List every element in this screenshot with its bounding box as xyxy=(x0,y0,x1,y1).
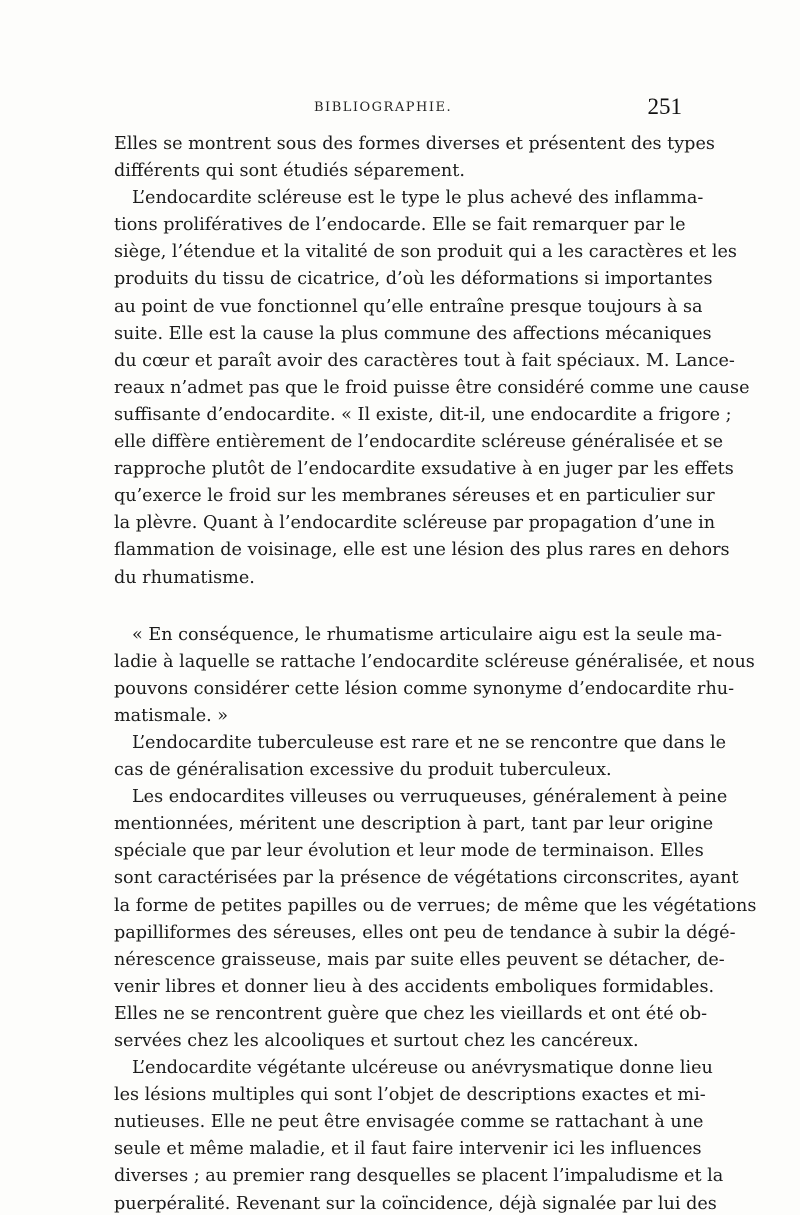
text-line: nérescence graisseuse, mais par suite elles peuvent se détacher, de- xyxy=(114,949,725,970)
page-header xyxy=(114,94,684,124)
text-line: différents qui sont étudiés séparement. xyxy=(114,161,465,182)
text-line: spéciale que par leur évolution et leur mode de terminaison. Elles xyxy=(114,841,704,862)
text-line: « En conséquence, le rhumatisme articulaire aigu est la seule ma- xyxy=(132,624,722,645)
text-line: mentionnées, méritent une description à part, tant par leur origine xyxy=(114,814,714,835)
text-line: tions prolifératives de l’endocarde. Elle se fait remarquer par le xyxy=(114,215,686,236)
page-number: 251 xyxy=(647,94,682,119)
text-line: nutieuses. Elle ne peut être envisagée comme se rattachant à une xyxy=(114,1112,704,1133)
text-line: du rhumatisme. xyxy=(114,567,255,588)
text-line: papilliformes des séreuses, elles ont peu de tendance à subir la dégé- xyxy=(114,922,736,943)
text-line: siège, l’étendue et la vitalité de son produit qui a les caractères et les xyxy=(114,242,737,263)
paragraph xyxy=(114,1055,724,1218)
text-line: suite. Elle est la cause la plus commune des affections mécaniques xyxy=(114,323,712,344)
paragraph xyxy=(114,622,755,730)
paragraph xyxy=(114,730,727,784)
text-line: L’endocardite tuberculeuse est rare et ne se rencontre que dans le xyxy=(132,732,727,753)
text-line: flammation de voisinage, elle est une lésion des plus rares en dehors xyxy=(114,540,730,561)
text-line: sont caractérisées par la présence de végétations circonscrites, ayant xyxy=(114,868,739,889)
text-line: matismale. » xyxy=(114,705,229,726)
paragraph xyxy=(114,784,757,1055)
text-line: seule et même maladie, et il faut faire intervenir ici les influences xyxy=(114,1139,702,1160)
text-line: Elles ne se rencontrent guère que chez les vieillards et ont été ob- xyxy=(114,1003,708,1024)
text-line: suffisante d’endocardite. « Il existe, dit-il, une endocardite a frigore ; xyxy=(114,404,732,425)
text-line: la forme de petites papilles ou de verrues; de même que les végétations xyxy=(114,895,757,916)
text-line: servées chez les alcooliques et surtout chez les cancéreux. xyxy=(114,1031,639,1051)
text-line: qu’exerce le froid sur les membranes séreuses et en particulier sur xyxy=(114,486,715,507)
text-line: L’endocardite scléreuse est le type le plus achevé des inflamma- xyxy=(132,188,704,209)
text-line: Elles se montrent sous des formes diverses et présentent des types xyxy=(114,134,715,154)
paragraph xyxy=(114,131,715,185)
text-line: Les endocardites villeuses ou verruqueuses, généralement à peine xyxy=(132,787,728,808)
text-line: L’endocardite végétante ulcéreuse ou anévrysmatique donne lieu xyxy=(132,1058,713,1079)
text-line: venir libres et donner lieu à des accidents emboliques formidables. xyxy=(114,976,715,997)
text-line: ladie à laquelle se rattache l’endocardite scléreuse généralisée, et nous xyxy=(114,651,755,672)
text-line: rapproche plutôt de l’endocardite exsudative à en juger par les effets xyxy=(114,459,734,480)
text-line: au point de vue fonctionnel qu’elle entraîne presque toujours à sa xyxy=(114,296,703,317)
text-line: produits du tissu de cicatrice, d’où les déformations si importantes xyxy=(114,269,713,290)
text-line: les lésions multiples qui sont l’objet de descriptions exactes et mi- xyxy=(114,1085,706,1106)
text-line: elle diffère entièrement de l’endocardite scléreuse généralisée et se xyxy=(114,432,724,453)
paragraph-gap xyxy=(114,592,684,622)
body-text xyxy=(114,131,757,1218)
text-line: pouvons considérer cette lésion comme synonyme d’endocardite rhu- xyxy=(114,678,735,699)
paragraph xyxy=(114,185,750,591)
text-line: reaux n’admet pas que le froid puisse être considéré comme une cause xyxy=(114,377,750,398)
running-head: BIBLIOGRAPHIE. xyxy=(314,100,453,115)
text-line: du cœur et paraît avoir des caractères tout à fait spéciaux. M. Lance- xyxy=(114,350,735,371)
text-line: diverses ; au premier rang desquelles se placent l’impaludisme et la xyxy=(114,1166,724,1187)
text-line: cas de généralisation excessive du produit tuberculeux. xyxy=(114,760,612,781)
text-line: puerpéralité. Revenant sur la coïncidence, déjà signalée par lui des xyxy=(114,1193,717,1214)
text-line: la plèvre. Quant à l’endocardite scléreuse par propagation d’une in xyxy=(114,513,716,534)
